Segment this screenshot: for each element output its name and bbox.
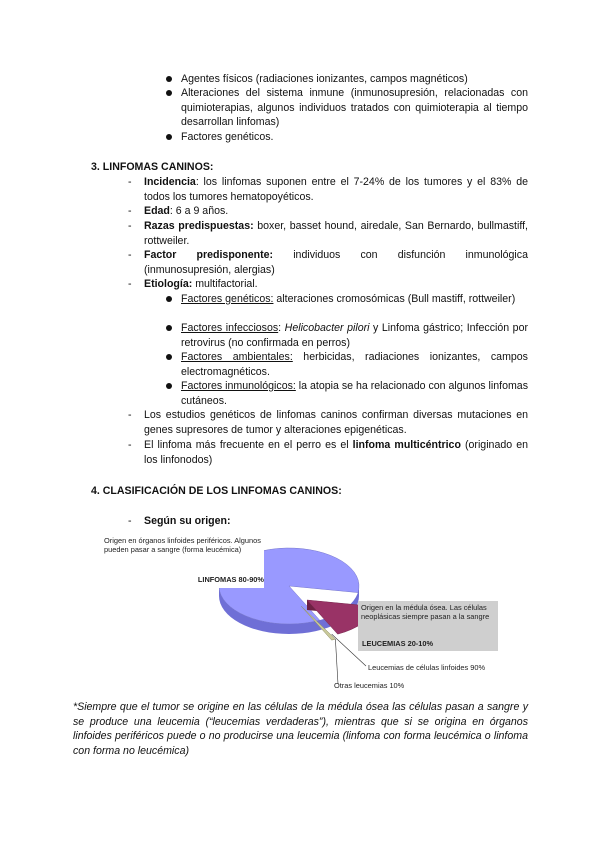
factor-infeccioso-italic: Helicobacter pilori	[284, 322, 370, 334]
factor-ambiental-label: Factores ambientales:	[181, 351, 293, 363]
bullet-icon	[166, 76, 172, 82]
list-item: - Edad: 6 a 9 años.	[128, 205, 229, 217]
list-item: - Factor predisponente: individuos con disfunción inmunológica (inmunosupresión, alergias)	[128, 249, 528, 276]
bullet-icon	[166, 134, 172, 140]
list-item	[166, 86, 528, 130]
bullet-icon	[166, 296, 172, 302]
estudios-text: Los estudios genéticos de linfomas caninos confirman diversas mutaciones en genes supresores de tumor y alteraciones epigenéticas.	[144, 409, 528, 436]
factor-infeccioso-label: Factores infecciosos	[181, 322, 279, 334]
linfomas-label: LINFOMAS 80-90%	[197, 575, 264, 584]
footnote: *Siempre que el tumor se origine en las células de la médula ósea las células pasan a sangre y se produce una leucemia (“leucemias verdaderas”), mientras que si se origina en órganos linfoides periféricos puede o no producirse una leucemia (linfoma con forma leucémica o linfoma con forma no leucémica)	[73, 701, 528, 757]
section-heading: 3. LINFOMAS CANINOS:	[91, 161, 214, 173]
list-item-text: Alteraciones del sistema inmune (inmunosupresión, relacionadas con quimioterapias, algunos individuos tratados con quimioterapia al tiempo desarrollan linfomas)	[181, 87, 528, 128]
leucemias-label: LEUCEMIAS 20-10%	[362, 639, 434, 648]
factor-inmunologico-text: la atopia se ha relacionado con algunos linfomas cutáneos.	[181, 380, 528, 407]
razas-text: boxer, basset hound, airedale, San Bernardo, bullmastiff, rottweiler.	[144, 220, 528, 247]
list-item: - El linfoma más frecuente en el perro es el linfoma multicéntrico (originado en los linfonodos)	[128, 439, 528, 466]
incidencia-text: : los linfomas suponen entre el 7-24% de los tumores y el 83% de todos los tumores hematopoyéticos.	[144, 176, 528, 203]
factor-infeccioso-text: y Linfoma gástrico; Infección por retrovirus (no confirmada en perros)	[181, 322, 528, 349]
list-item	[166, 321, 528, 350]
frecuente-bold: linfoma multicéntrico	[352, 439, 461, 451]
sub-label-otras: Otras leucemias 10%	[334, 681, 405, 690]
factor-inmunologico-label: Factores inmunológicos:	[181, 380, 296, 392]
bullet-icon	[166, 354, 172, 360]
bullet-icon	[166, 90, 172, 96]
bullet-icon	[166, 383, 172, 389]
list-item	[166, 350, 528, 379]
list-item-text: Factores genéticos.	[181, 131, 274, 143]
list-item	[166, 130, 528, 145]
list-item: - Según su origen:	[128, 515, 231, 527]
list-item: - Los estudios genéticos de linfomas caninos confirman diversas mutaciones en genes supresores de tumor y alteraciones epigenéticas.	[128, 409, 528, 436]
list-item: - Incidencia: los linfomas suponen entre el 7-24% de los tumores y el 83% de todos los tumores hematopoyéticos.	[128, 176, 528, 203]
incidencia-label: Incidencia	[144, 176, 196, 188]
list-item	[166, 379, 528, 408]
factor-infeccioso-sep: :	[278, 322, 285, 334]
factor-ambiental-text: herbicidas, radiaciones ionizantes, campos electromagnéticos.	[181, 351, 528, 378]
list-item: - Etiología: multifactorial.	[128, 278, 258, 290]
etiologia-text: multifactorial.	[192, 278, 258, 290]
razas-label: Razas predispuestas:	[144, 220, 254, 232]
frecuente-text: El linfoma más frecuente en el perro es el	[144, 439, 353, 451]
sub-label-linfoides: Leucemias de células linfoides 90%	[368, 663, 486, 672]
factor-label: Factor predisponente:	[144, 249, 274, 261]
leader-line-otras	[335, 639, 338, 684]
pie-chart	[94, 528, 534, 696]
frecuente-post: (originado en los linfonodos)	[144, 439, 528, 466]
factor-text: individuos con disfunción inmunológica (inmunosupresión, alergias)	[144, 249, 528, 276]
factor-genetico-label: Factores genéticos:	[181, 293, 274, 305]
leucemias-desc: Origen en la médula ósea. Las células neoplásicas siempre pasan a la sangre	[361, 603, 490, 621]
factor-genetico-text: alteraciones cromosómicas (Bull mastiff, rottweiler)	[273, 293, 516, 305]
subheading: Según su origen:	[144, 515, 231, 527]
list-item	[166, 72, 528, 87]
etiologia-label: Etiología:	[144, 278, 193, 290]
linfomas-desc: Origen en órganos linfoides periféricos. Algunos pueden pasar a sangre (forma leucémica)	[104, 536, 261, 554]
list-item: - Razas predispuestas: boxer, basset hound, airedale, San Bernardo, bullmastiff, rottweiler.	[128, 220, 528, 247]
list-item	[166, 292, 528, 307]
edad-label: Edad	[144, 205, 170, 217]
edad-text: : 6 a 9 años.	[169, 205, 229, 217]
bullet-icon	[166, 325, 172, 331]
section-heading: 4. CLASIFICACIÓN DE LOS LINFOMAS CANINOS:	[91, 485, 342, 497]
list-item-text: Agentes físicos (radiaciones ionizantes, campos magnéticos)	[181, 73, 468, 85]
